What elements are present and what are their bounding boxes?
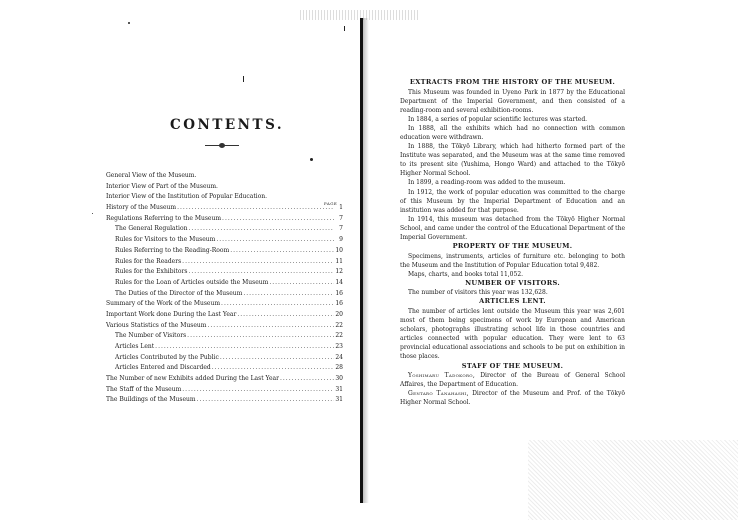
staff-section xyxy=(400,371,625,407)
scan-speck xyxy=(310,158,313,161)
toc-page-number: 12 xyxy=(335,268,343,276)
toc-page-number: 1 xyxy=(339,204,343,212)
paragraph: In 1899, a reading-room was added to the museum. xyxy=(408,179,566,187)
toc-entry xyxy=(106,363,343,374)
toc-entry xyxy=(106,192,343,203)
scan-speck xyxy=(92,213,93,214)
title-ornament xyxy=(205,142,239,148)
toc-entry xyxy=(106,214,343,225)
scan-speck xyxy=(243,76,244,82)
visitors-text: The number of visitors this year was 132,628. xyxy=(408,289,548,297)
paragraph: In 1884, a series of popular scientific lectures was started. xyxy=(408,115,588,123)
toc-leader-dots xyxy=(188,224,334,235)
toc-entry-title: Important Work done During the Last Year xyxy=(106,310,237,318)
toc-entry xyxy=(106,331,343,342)
toc-entry-title: The Number of new Exhibits added During the Last Year xyxy=(106,375,279,383)
staff-entry xyxy=(400,389,625,407)
toc-leader-dots xyxy=(197,395,334,406)
toc-entry-title: Rules for the Exhibitors xyxy=(115,268,188,276)
toc-page-number: 28 xyxy=(335,364,343,372)
toc-entry-title: Articles Contributed by the Public xyxy=(115,353,219,361)
toc-entry-title: General View of the Museum. xyxy=(106,172,197,179)
toc-page-number: 23 xyxy=(335,343,343,350)
toc-entry-title: Rules Referring to the Reading-Room xyxy=(115,246,230,254)
scan-speck xyxy=(128,22,130,24)
toc-entry-title: The Duties of the Director of the Museum xyxy=(115,289,243,297)
toc-entry xyxy=(106,182,343,193)
toc-page-number: 24 xyxy=(335,353,343,361)
toc-leader-dots xyxy=(188,267,334,278)
toc-entry xyxy=(106,289,343,300)
toc-leader-dots xyxy=(220,353,334,364)
toc-page-number: 14 xyxy=(335,278,343,286)
paragraph: This Museum was founded in Uyeno Park in 1877 by the Educational Department of the Imperial Government, and then consisted of a reading-room and several exhibition-rooms. xyxy=(400,88,625,114)
toc-entry-title: History of the Museum xyxy=(106,204,177,212)
toc-page-number: 22 xyxy=(335,332,343,340)
toc-entry xyxy=(106,235,343,246)
toc-entry-title: Interior View of Part of the Museum. xyxy=(106,182,218,190)
toc-leader-dots xyxy=(221,299,334,310)
toc-entry xyxy=(106,224,343,235)
table-of-contents xyxy=(106,171,343,406)
toc-entry-title: Rules for the Readers xyxy=(115,257,182,265)
toc-page-number: 31 xyxy=(335,385,343,393)
toc-page-number: 16 xyxy=(335,300,343,308)
toc-leader-dots xyxy=(269,278,334,289)
toc-entry-title: The Staff of the Museum xyxy=(106,385,182,393)
toc-page-number: 10 xyxy=(335,246,343,254)
toc-entry-title: Summary of the Work of the Museum xyxy=(106,300,221,308)
toc-entry xyxy=(106,299,343,310)
paragraph: In 1888, all the exhibits which had no connection with common education were withdrawn. xyxy=(400,124,625,141)
toc-page-number: 7 xyxy=(339,214,343,222)
history-section xyxy=(400,88,625,243)
toc-entry-title: The Buildings of the Museum xyxy=(106,396,196,404)
toc-entry-title: Rules for Visitors to the Museum xyxy=(115,236,216,244)
toc-page-number: 11 xyxy=(335,257,343,265)
scan-noise-bottom-right xyxy=(528,440,738,520)
toc-entry-title: Articles Entered and Discarded xyxy=(115,364,211,372)
toc-entry-title: Rules for the Loan of Articles outside the Museum xyxy=(115,278,269,286)
toc-entry xyxy=(106,203,343,214)
toc-leader-dots xyxy=(182,385,334,396)
toc-entry xyxy=(106,257,343,268)
toc-entry xyxy=(106,246,343,257)
toc-entry xyxy=(106,353,343,364)
toc-entry-title: The Number of Visitors xyxy=(115,332,187,340)
lent-text: The number of articles lent outside the Museum this year was 2,601 most of them being specimens of work by European and American scholars, photographs illustrating school life in those countries and articles connected with popular education. They were lent to 63 provincial educational associations and schools to be put on exhibition in those places. xyxy=(400,307,625,361)
staff-role: Director of the Bureau of General School Affaires, the Department of Education. xyxy=(400,372,625,389)
toc-leader-dots xyxy=(222,214,334,225)
toc-entry-title: The General Regulation xyxy=(115,225,188,233)
toc-leader-dots xyxy=(207,321,334,332)
right-page xyxy=(400,78,625,407)
toc-page-number: 7 xyxy=(339,225,343,233)
toc-entry xyxy=(106,395,343,406)
staff-entry xyxy=(400,371,625,389)
toc-leader-dots xyxy=(230,246,334,257)
paragraph: Specimens, instruments, articles of furniture etc. belonging to both the Museum and the Institution of Popular Education total 9,482. xyxy=(400,252,625,269)
staff-heading: STAFF OF THE MUSEUM. xyxy=(461,361,564,370)
staff-name: Yoshimaru Tadokoro, xyxy=(408,372,476,380)
toc-entry-title: Articles Lent xyxy=(115,343,155,350)
toc-leader-dots xyxy=(155,342,334,353)
toc-entry xyxy=(106,374,343,385)
toc-entry xyxy=(106,321,343,332)
toc-entry xyxy=(106,267,343,278)
staff-name: Gentaro Tanahashi, xyxy=(408,390,469,398)
paragraph: In 1914, this museum was detached from the Tōkyō Higher Normal School, and came under the control of the Educational Department of the Imperial Government. xyxy=(400,215,625,241)
paragraph: Maps, charts, and books total 11,052. xyxy=(408,270,524,278)
toc-leader-dots xyxy=(177,203,334,214)
toc-entry-title: Various Statistics of the Museum xyxy=(106,321,207,329)
visitors-heading: NUMBER OF VISITORS. xyxy=(465,278,560,287)
toc-entry-title: Interior View of the Institution of Popular Education. xyxy=(106,193,268,201)
property-section xyxy=(400,252,625,279)
toc-page-number: 9 xyxy=(339,236,343,244)
toc-leader-dots xyxy=(187,331,334,342)
toc-entry-title: Regulations Referring to the Museum xyxy=(106,214,222,222)
page-column-header: PAGE xyxy=(324,201,338,206)
toc-leader-dots xyxy=(212,363,334,374)
toc-page-number: 16 xyxy=(335,289,343,297)
contents-title: CONTENTS. xyxy=(170,117,285,133)
lent-heading: ARTICLES LENT. xyxy=(479,297,546,306)
toc-page-number: 30 xyxy=(335,375,343,383)
toc-entry xyxy=(106,310,343,321)
toc-leader-dots xyxy=(237,310,334,321)
toc-entry xyxy=(106,171,343,182)
scan-speck xyxy=(344,26,345,31)
toc-page-number: 22 xyxy=(335,321,343,329)
toc-entry xyxy=(106,385,343,396)
toc-page-number: 20 xyxy=(335,310,343,318)
paragraph: In 1912, the work of popular education was committed to the charge of this Museum by the Imperial Department of Education and an institution was added for that purpose. xyxy=(400,188,625,214)
toc-leader-dots xyxy=(280,374,334,385)
toc-leader-dots xyxy=(182,257,334,268)
toc-page-number: 31 xyxy=(335,396,343,404)
toc-leader-dots xyxy=(243,289,334,300)
toc-leader-dots xyxy=(216,235,334,246)
gutter-shadow xyxy=(363,18,369,503)
history-heading: EXTRACTS FROM THE HISTORY OF THE MUSEUM. xyxy=(409,78,616,86)
toc-entry xyxy=(106,278,343,289)
paragraph: In 1888, the Tōkyō Library, which had hitherto formed part of the Institute was separated, and the Museum was at the same time removed to its present site (Yushima, Hongo Ward) and attached to the Tōkyō Higher Normal School. xyxy=(400,143,625,178)
property-heading: PROPERTY OF THE MUSEUM. xyxy=(452,242,573,251)
toc-entry xyxy=(106,342,343,353)
staff-role: Director of the Museum and Prof. of the Tōkyō Higher Normal School. xyxy=(400,390,625,407)
